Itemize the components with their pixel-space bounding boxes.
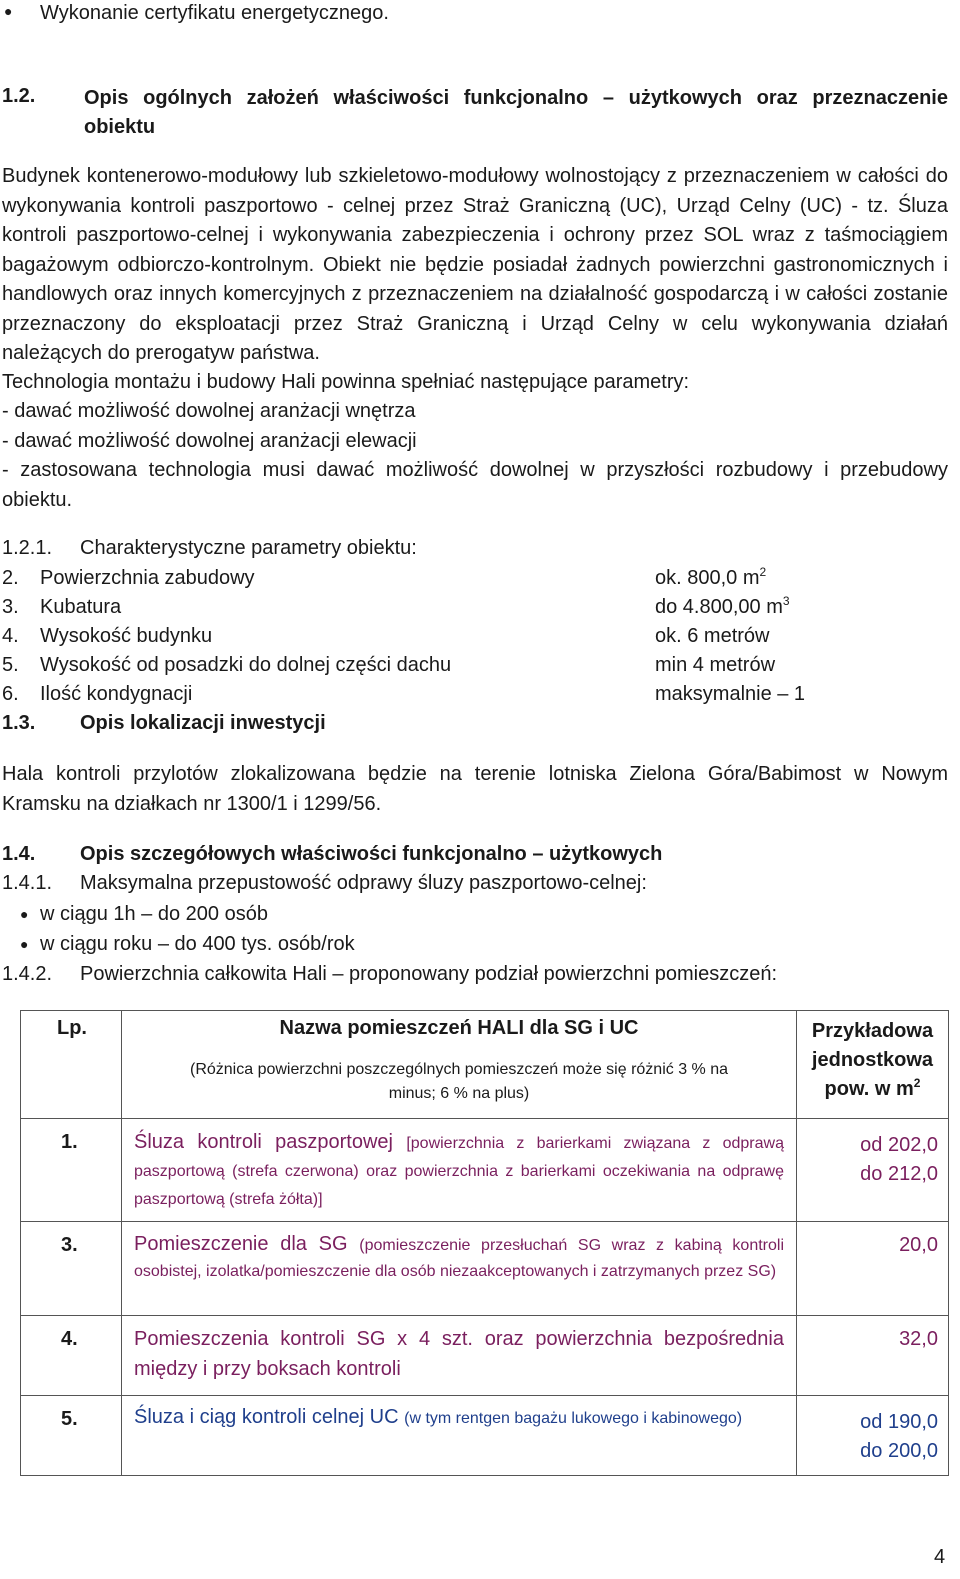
section-1-2-title-line1: Opis ogólnych założeń właściwości funkcjonalno – użytkowych oraz przeznaczenie	[84, 87, 948, 109]
bullet-dot: ●	[4, 3, 13, 19]
row-detail: [powierzchnia z barierkami związana z odprawą paszportową (strefa czerwona) oraz powierzchnia z barierkami oczekiwania na odprawę paszportową (strefa żółta)]	[134, 1135, 784, 1208]
header-area: Przykładowa jednostkowa pow. w $m^2$	[797, 1011, 949, 1119]
page-number: 4	[934, 1546, 946, 1568]
param-num: 2.	[2, 567, 19, 589]
row-title: Pomieszczenie dla SG	[134, 1233, 348, 1255]
technology-intro: Technologia montażu i budowy Hali powinna spełniać następujące parametry:	[2, 371, 690, 393]
section-1-4-2-title: Powierzchnia całkowita Hali – proponowany podział powierzchni pomieszczeń:	[80, 963, 778, 985]
param-value: ok. 6 metrów	[655, 625, 770, 647]
param-num: 5.	[2, 654, 19, 676]
section-1-4-number: 1.4.	[2, 843, 36, 865]
rooms-table	[20, 1010, 949, 1476]
param-num: 4.	[2, 625, 19, 647]
row-detail: (pomieszczenie przesłuchań SG wraz z kabiną kontroli osobistej, izolatka/pomieszczenie dla osób niezaakceptowanych i zatrzymanych przez SG)	[134, 1237, 785, 1280]
param-label: Powierzchnia zabudowy	[40, 567, 255, 589]
technology-item-3: - zastosowana technologia musi dawać możliwość dowolnej w przyszłości rozbudowy i przebudowy obiektu.	[2, 459, 948, 511]
row-area: 20,0	[899, 1234, 938, 1256]
capacity-item: w ciągu roku – do 400 tys. osób/rok	[40, 933, 355, 955]
section-1-4-2-number: 1.4.2.	[2, 963, 53, 985]
row-detail: (w tym rentgen bagażu lukowego i kabinowego)	[404, 1410, 743, 1427]
row-area: od 202,0	[860, 1134, 938, 1156]
technology-item-2: - dawać możliwość dowolnej aranżacji elewacji	[2, 430, 417, 452]
paragraph-description: Budynek kontenerowo-modułowy lub szkieletowo-modułowy wolnostojący z przeznaczeniem w całości do wykonywania kontroli paszportowo - celnej przez Straż Graniczną (UC), Urząd Celny (UC) - tz. Śluza kontroli paszportowo-celnej i wykonywania zabezpieczenia i ochrony przez SOL wraz z taśmociągiem bagażowym odbiorczo-kontrolnym. Obiekt nie będzie posiadał żadnych powierzchni gastronomicznych i handlowych oraz innych komercyjnych z przeznaczeniem na działalność gospodarczą i w całości zostanie przeznaczony do eksploatacji przez Straż Graniczną i Urząd Celny w celu wykonywania działań należących do prerogatyw państwa.	[2, 165, 948, 364]
technology-item-1: - dawać możliwość dowolnej aranżacji wnętrza	[2, 400, 416, 422]
bullet-dot: ●	[20, 906, 29, 922]
table-row: 5. Śluza i ciąg kontroli celnej UC (w tym rentgen bagażu lukowego i kabinowego) od 190,0 do 200,0	[21, 1396, 949, 1476]
param-value: ok. 800,0 $m^2$	[655, 565, 767, 589]
row-area: do 212,0	[860, 1163, 938, 1185]
param-value: maksymalnie – 1	[655, 683, 806, 705]
param-label: Kubatura	[40, 596, 122, 618]
location-text: Hala kontroli przylotów zlokalizowana będzie na terenie lotniska Zielona Góra/Babimost w Nowym Kramsku na działkach nr 1300/1 i 1299/56.	[2, 763, 948, 815]
row-area: 32,0	[899, 1328, 938, 1350]
table-row: 3. Pomieszczenie dla SG (pomieszczenie przesłuchań SG wraz z kabiną kontroli osobistej, izolatka/pomieszczenie dla osób niezaakceptowanych i zatrzymanych przez SG) 20,0	[21, 1222, 949, 1316]
param-num: 3.	[2, 596, 19, 618]
param-value: do 4.800,00 $m^3$	[655, 594, 790, 618]
table-header-row	[21, 1011, 949, 1119]
table-row: 1. Śluza kontroli paszportowej [powierzchnia z barierkami związana z odprawą paszportową (strefa czerwona) oraz powierzchnia z barierkami oczekiwania na odprawę paszportową (strefa żółta)] od 202,0 do 212,0	[21, 1119, 949, 1222]
param-value: min 4 metrów	[655, 654, 776, 676]
param-num: 6.	[2, 683, 19, 705]
section-1-4-1-number: 1.4.1.	[2, 872, 53, 894]
capacity-item: w ciągu 1h – do 200 osób	[40, 903, 268, 925]
header-name: Nazwa pomieszczeń HALI dla SG i UC (Różnica powierzchni poszczególnych pomieszczeń może się różnić 3 % na minus; 6 % na plus)	[122, 1011, 797, 1119]
section-1-2-title-line2: obiektu	[84, 116, 156, 138]
section-1-2-number: 1.2.	[2, 85, 36, 107]
section-1-3-number: 1.3.	[2, 712, 36, 734]
row-title: Śluza kontroli paszportowej	[134, 1131, 393, 1153]
header-note: (Różnica powierzchni poszczególnych pomieszczeń może się różnić 3 % na minus; 6 % na plus)	[189, 1061, 729, 1102]
table-row: 4. Pomieszczenia kontroli SG x 4 szt. oraz powierzchnia bezpośrednia między i przy boksach kontroli 32,0	[21, 1316, 949, 1396]
row-title: Pomieszczenia kontroli SG x 4 szt. oraz powierzchnia bezpośrednia między i przy boksach kontroli	[134, 1328, 784, 1380]
param-label: Ilość kondygnacji	[40, 683, 193, 705]
section-1-4-title: Opis szczegółowych właściwości funkcjonalno – użytkowych	[80, 843, 663, 865]
header-lp: Lp.	[21, 1011, 122, 1119]
section-1-4-1-title: Maksymalna przepustowość odprawy śluzy paszportowo-celnej:	[80, 872, 647, 894]
section-1-2-title	[84, 84, 948, 142]
top-bullet-text: Wykonanie certyfikatu energetycznego.	[40, 2, 389, 24]
bullet-dot: ●	[20, 936, 29, 952]
row-title: Śluza i ciąg kontroli celnej UC	[134, 1406, 399, 1428]
section-1-3-title: Opis lokalizacji inwestycji	[80, 712, 326, 734]
section-1-2-1-number: 1.2.1.	[2, 537, 53, 559]
row-area: od 190,0	[860, 1411, 938, 1433]
param-label: Wysokość budynku	[40, 625, 213, 647]
param-label: Wysokość od posadzki do dolnej części dachu	[40, 654, 452, 676]
row-area: do 200,0	[860, 1440, 938, 1462]
section-1-2-1-title: Charakterystyczne parametry obiektu:	[80, 537, 417, 559]
